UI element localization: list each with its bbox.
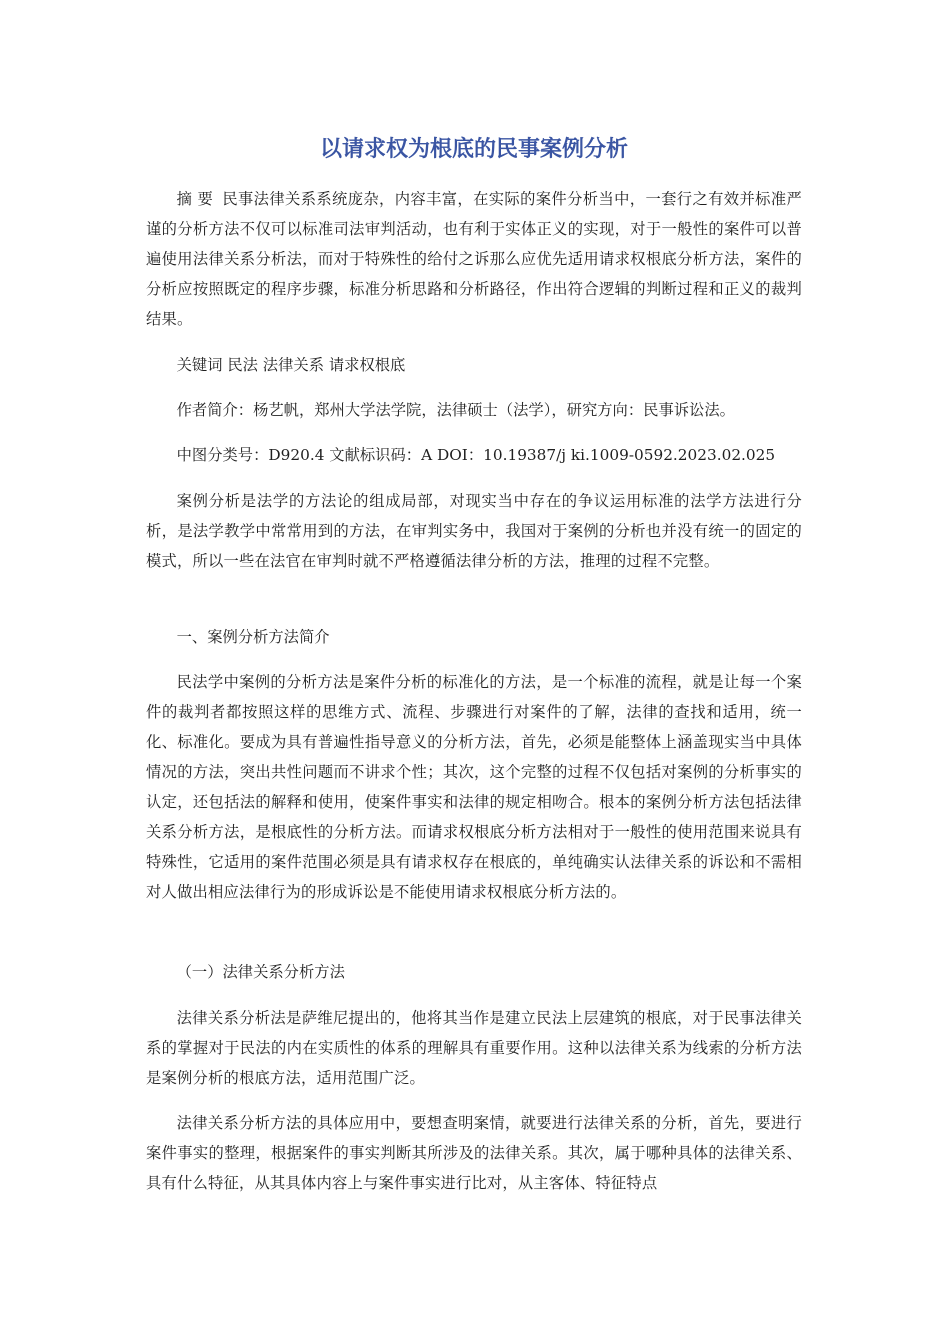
classification-line: 中图分类号：D920.4 文献标识码：A DOI：10.19387/j ki.1009-0592.2023.02.025 [176, 446, 776, 464]
abstract-label: 摘 要 [176, 190, 214, 208]
subsection-1-paragraph-2: 法律关系分析方法的具体应用中，要想查明案情，就要进行法律关系的分析，首先，要进行案件事实的整理，根据案件的事实判断其所涉及的法律关系。其次，属于哪种具体的法律关系、具有什么特征，从其具体内容上与案件事实进行比对，从主客体、特征特点 [146, 1114, 802, 1192]
abstract-paragraph [146, 184, 802, 334]
section-1-paragraph: 民法学中案例的分析方法是案件分析的标准化的方法，是一个标准的流程，就是让每一个案件的裁判者都按照这样的思维方式、流程、步骤进行对案件的了解，法律的查找和适用，统一化、标准化。要成为具有普遍性指导意义的分析方法，首先，必须是能整体上涵盖现实当中具体情况的方法，突出共性问题而不讲求个性；其次，这个完整的过程不仅包括对案例的分析事实的认定，还包括法的解释和使用，使案件事实和法律的规定相吻合。根本的案例分析方法包括法律关系分析方法，是根底性的分析方法。而请求权根底分析方法相对于一般性的使用范围来说具有特殊性，它适用的案件范围必须是具有请求权存在根底的，单纯确实认法律关系的诉讼和不需相对人做出相应法律行为的形成诉讼是不能使用请求权根底分析方法的。 [146, 673, 802, 901]
abstract-text: 民事法律关系系统庞杂，内容丰富，在实际的案件分析当中，一套行之有效并标准严谨的分析方法不仅可以标准司法审判活动，也有利于实体正义的实现，对于一般性的案件可以普遍使用法律关系分析法，而对于特殊性的给付之诉那么应优先适用请求权根底分析方法，案件的分析应按照既定的程序步骤，标准分析思路和分析路径，作出符合逻辑的判断过程和正义的裁判结果。 [146, 190, 802, 328]
author-line: 作者简介：杨艺帆，郑州大学法学院，法律硕士（法学），研究方向：民事诉讼法。 [176, 401, 735, 419]
subsection-1-paragraph-1: 法律关系分析法是萨维尼提出的，他将其当作是建立民法上层建筑的根底，对于民事法律关系的掌握对于民法的内在实质性的体系的理解具有重要作用。这种以法律关系为线索的分析方法是案例分析的根底方法，适用范围广泛。 [146, 1009, 802, 1087]
section-1-heading: 一、案例分析方法简介 [176, 628, 330, 646]
article-title: 以请求权为根底的民事案例分析 [319, 137, 628, 162]
keywords-line: 关键词 民法 法律关系 请求权根底 [176, 356, 406, 374]
intro-paragraph: 案例分析是法学的方法论的组成局部，对现实当中存在的争议运用标准的法学方法进行分析，是法学教学中常常用到的方法，在审判实务中，我国对于案例的分析也并没有统一的固定的模式，所以一些在法官在审判时就不严格遵循法律分析的方法，推理的过程不完整。 [146, 492, 802, 570]
subsection-1-heading: （一）法律关系分析方法 [176, 963, 345, 981]
